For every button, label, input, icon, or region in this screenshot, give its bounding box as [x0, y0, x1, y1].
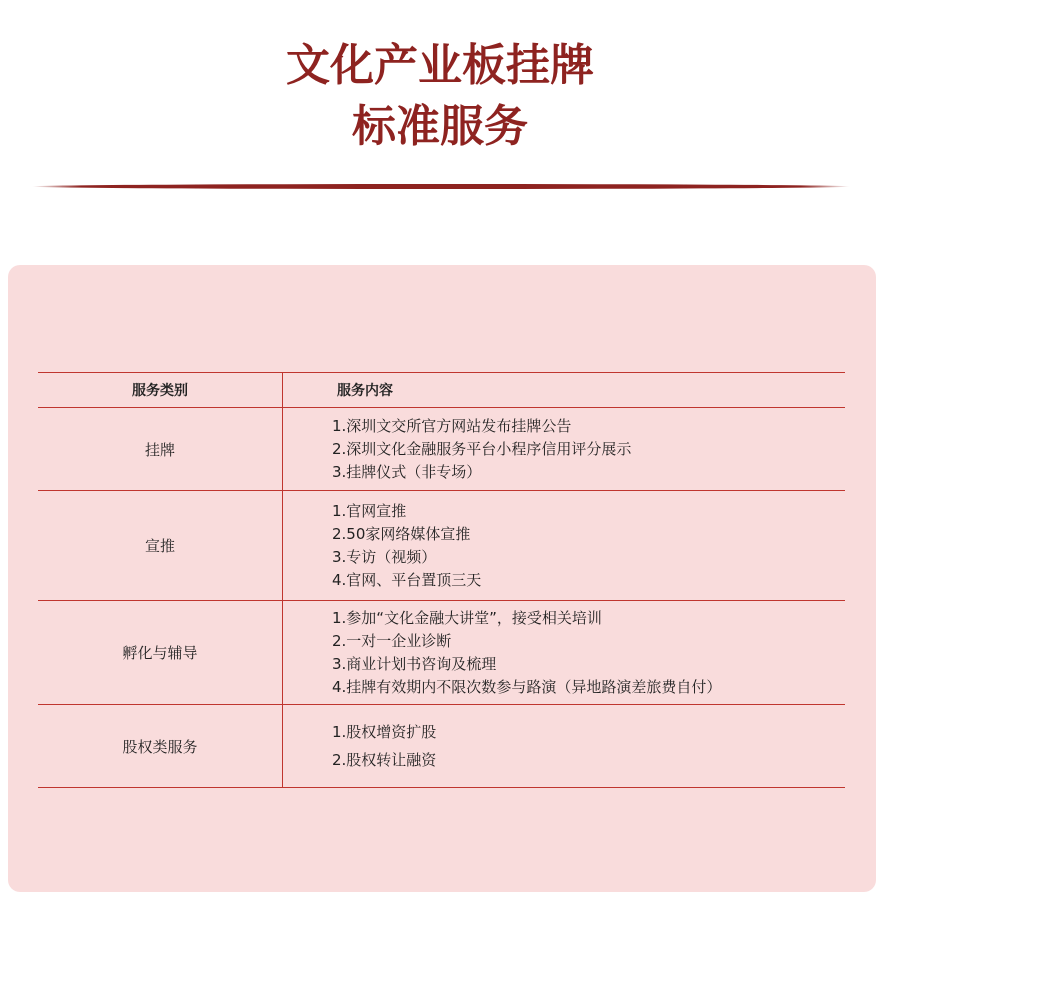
table-row: [38, 408, 845, 491]
header-content: 服务内容: [283, 373, 846, 408]
service-table: [38, 372, 845, 788]
row-category: 宣推: [38, 491, 283, 601]
row-category: 孵化与辅导: [38, 601, 283, 705]
title-divider: [32, 184, 850, 189]
page-title: 文化产业板挂牌: [286, 40, 594, 91]
list-item: 4.官网、平台置顶三天: [332, 570, 482, 589]
list-item: 2.股权转让融资: [332, 751, 437, 769]
table-row: [38, 601, 845, 705]
row-items: [283, 491, 846, 601]
row-category: 挂牌: [38, 408, 283, 491]
table-row: [38, 491, 845, 601]
list-item: 3.商业计划书咨询及梳理: [332, 654, 497, 673]
page-subtitle: 标准服务: [352, 101, 528, 152]
list-item: 3.专访（视频）: [332, 547, 437, 566]
list-item: 3.挂牌仪式（非专场）: [332, 462, 482, 481]
row-items: [283, 705, 846, 788]
list-item: 2.深圳文化金融服务平台小程序信用评分展示: [332, 439, 632, 458]
list-item: 1.官网宣推: [332, 501, 407, 520]
list-item: 2.一对一企业诊断: [332, 631, 452, 650]
list-item: 1.股权增资扩股: [332, 723, 437, 741]
list-item: 2.50家网络媒体宣推: [332, 524, 471, 543]
header-category: 服务类别: [38, 373, 283, 408]
list-item: 1.深圳文交所官方网站发布挂牌公告: [332, 416, 572, 435]
list-item: 4.挂牌有效期内不限次数参与路演（异地路演差旅费自付）: [332, 677, 722, 696]
table-header-row: [38, 373, 845, 408]
row-items: [283, 408, 846, 491]
list-item: 1.参加“文化金融大讲堂”，接受相关培训: [332, 608, 602, 627]
row-category: 股权类服务: [38, 705, 283, 788]
row-items: [283, 601, 846, 705]
table-row: [38, 705, 845, 788]
